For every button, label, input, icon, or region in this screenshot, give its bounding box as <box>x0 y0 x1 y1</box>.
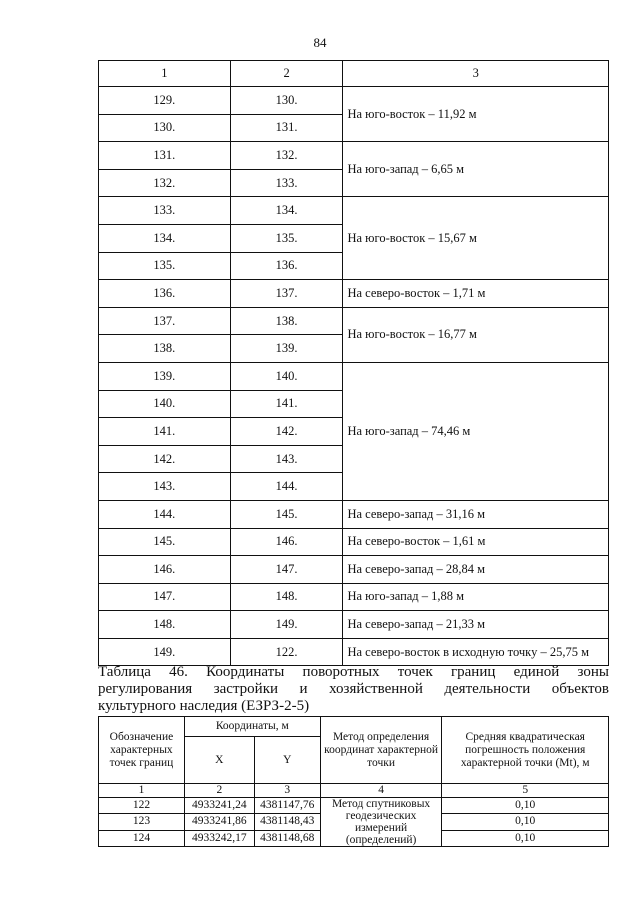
table-row <box>99 142 609 170</box>
point-to: 135. <box>230 224 343 252</box>
point-to: 147. <box>230 556 343 584</box>
table-row <box>99 197 609 225</box>
col-num-3: 3 <box>254 784 320 798</box>
caption-line: регулирования застройки и хозяйственной деятельности объектов <box>98 681 609 697</box>
header-col-2: 2 <box>230 61 343 87</box>
point-from: 143. <box>99 473 231 501</box>
point-from: 129. <box>99 87 231 115</box>
header-point-designation: Обозначение характерных точек границ <box>99 717 185 784</box>
caption-line: культурного наследия (ЕЗРЗ-2-5) <box>98 698 310 714</box>
point-from: 146. <box>99 556 231 584</box>
segment-description: На северо-запад – 31,16 м <box>343 500 609 528</box>
table-row <box>99 307 609 335</box>
table-row <box>99 500 609 528</box>
header-method: Метод определения координат характерной точки <box>320 717 442 784</box>
point-from: 138. <box>99 335 231 363</box>
point-id: 124 <box>99 830 185 846</box>
mean-error: 0,10 <box>442 814 609 830</box>
segment-description: На юго-запад – 74,46 м <box>343 362 609 500</box>
point-from: 132. <box>99 169 231 197</box>
point-from: 130. <box>99 114 231 142</box>
segment-description: На северо-запад – 28,84 м <box>343 556 609 584</box>
segment-description: На северо-запад – 21,33 м <box>343 611 609 639</box>
coord-x: 4933241,86 <box>184 814 254 830</box>
point-from: 142. <box>99 445 231 473</box>
point-from: 149. <box>99 638 231 666</box>
header-col-1: 1 <box>99 61 231 87</box>
table-row <box>99 638 609 666</box>
table-row <box>99 362 609 390</box>
point-from: 145. <box>99 528 231 556</box>
coord-x: 4933242,17 <box>184 830 254 846</box>
point-to: 134. <box>230 197 343 225</box>
header-col-3: 3 <box>343 61 609 87</box>
point-to: 139. <box>230 335 343 363</box>
table-row <box>99 280 609 308</box>
coord-x: 4933241,24 <box>184 798 254 814</box>
col-num-4: 4 <box>320 784 442 798</box>
segment-description: На северо-восток – 1,61 м <box>343 528 609 556</box>
point-to: 138. <box>230 307 343 335</box>
method-cell: Метод спутниковых геодезических измерений (определений) <box>320 798 442 847</box>
coordinates-table <box>98 716 609 847</box>
table-row <box>99 528 609 556</box>
page-number: 84 <box>313 35 327 50</box>
point-id: 122 <box>99 798 185 814</box>
point-from: 141. <box>99 418 231 446</box>
table-row <box>99 87 609 115</box>
segment-description: На юго-восток – 16,77 м <box>343 307 609 362</box>
col-num-2: 2 <box>184 784 254 798</box>
point-from: 135. <box>99 252 231 280</box>
col-num-5: 5 <box>442 784 609 798</box>
table-row <box>99 556 609 584</box>
point-from: 133. <box>99 197 231 225</box>
segment-description: На северо-восток в исходную точку – 25,75 м <box>343 638 609 666</box>
point-from: 144. <box>99 500 231 528</box>
point-to: 137. <box>230 280 343 308</box>
point-to: 144. <box>230 473 343 501</box>
boundary-segments-table <box>98 60 609 666</box>
point-from: 131. <box>99 142 231 170</box>
point-id: 123 <box>99 814 185 830</box>
point-to: 136. <box>230 252 343 280</box>
point-to: 143. <box>230 445 343 473</box>
point-from: 147. <box>99 583 231 611</box>
segment-description: На юго-восток – 11,92 м <box>343 87 609 142</box>
point-to: 149. <box>230 611 343 639</box>
header-row <box>99 61 609 87</box>
point-to: 131. <box>230 114 343 142</box>
point-to: 122. <box>230 638 343 666</box>
segment-description: На юго-запад – 1,88 м <box>343 583 609 611</box>
coord-y: 4381148,43 <box>254 814 320 830</box>
col-num-1: 1 <box>99 784 185 798</box>
point-to: 130. <box>230 87 343 115</box>
point-to: 146. <box>230 528 343 556</box>
point-to: 148. <box>230 583 343 611</box>
point-to: 140. <box>230 362 343 390</box>
header-coordinates: Координаты, м <box>184 717 320 737</box>
point-from: 148. <box>99 611 231 639</box>
point-from: 134. <box>99 224 231 252</box>
segment-description: На северо-восток – 1,71 м <box>343 280 609 308</box>
coord-y: 4381148,68 <box>254 830 320 846</box>
point-to: 133. <box>230 169 343 197</box>
table-46-caption <box>98 664 609 715</box>
mean-error: 0,10 <box>442 798 609 814</box>
caption-line: Таблица 46. Координаты поворотных точек границ единой зоны <box>98 664 609 680</box>
header-x: X <box>184 737 254 784</box>
coord-y: 4381147,76 <box>254 798 320 814</box>
segment-description: На юго-восток – 15,67 м <box>343 197 609 280</box>
header-mean-error: Средняя квадратическая погрешность положения характерной точки (Mt), м <box>442 717 609 784</box>
point-to: 145. <box>230 500 343 528</box>
table-row <box>99 611 609 639</box>
point-to: 142. <box>230 418 343 446</box>
table-row <box>99 583 609 611</box>
point-from: 136. <box>99 280 231 308</box>
point-from: 139. <box>99 362 231 390</box>
point-from: 140. <box>99 390 231 418</box>
segment-description: На юго-запад – 6,65 м <box>343 142 609 197</box>
point-to: 132. <box>230 142 343 170</box>
header-y: Y <box>254 737 320 784</box>
point-to: 141. <box>230 390 343 418</box>
mean-error: 0,10 <box>442 830 609 846</box>
point-from: 137. <box>99 307 231 335</box>
